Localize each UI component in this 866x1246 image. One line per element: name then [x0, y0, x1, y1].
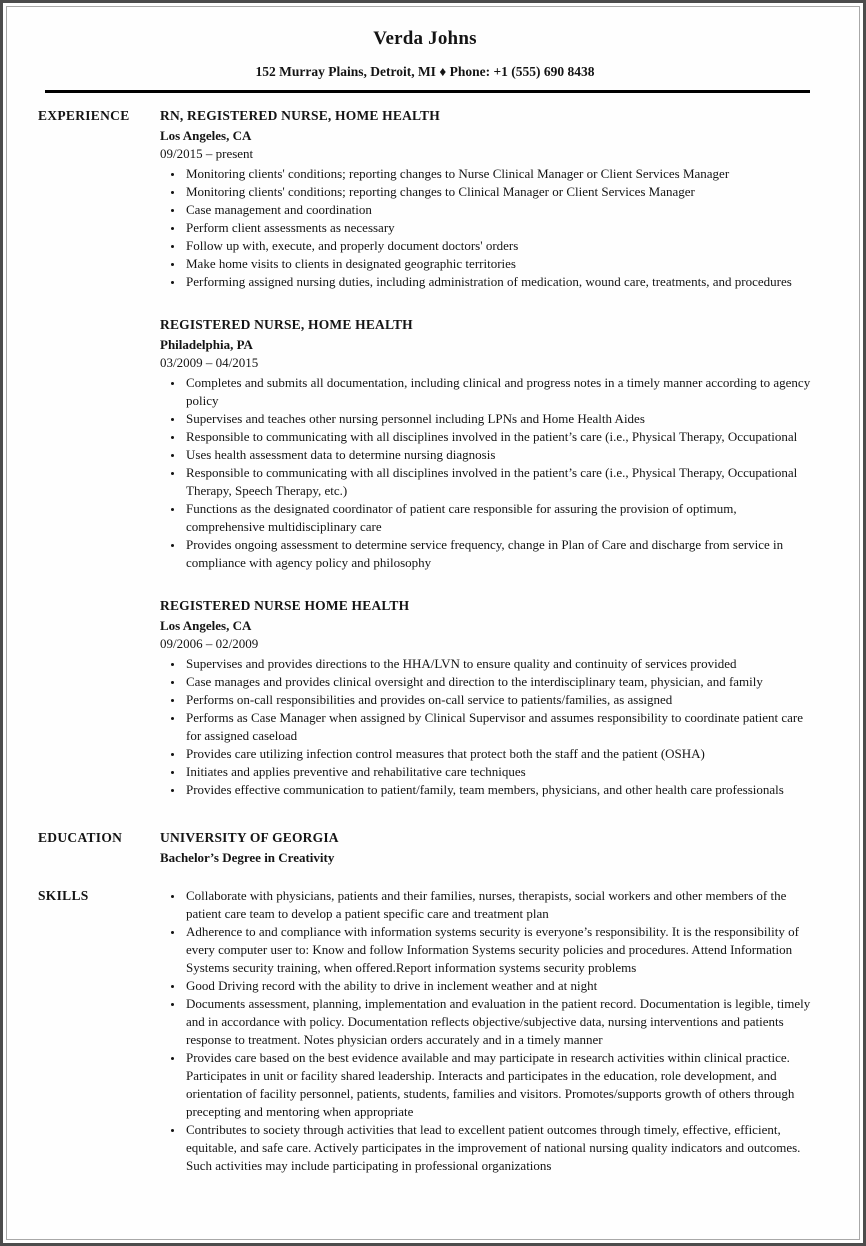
bullet-item: • Good Driving record with the ability to drive in inclement weather and at night	[184, 977, 812, 995]
job-title: REGISTERED NURSE HOME HEALTH	[160, 598, 410, 613]
job-location: Philadelphia, PA	[160, 337, 253, 352]
bullet-item: • Initiates and applies preventive and rehabilitative care techniques	[184, 763, 812, 781]
job-entry-1	[160, 107, 812, 291]
job-entry-2	[160, 316, 812, 572]
job-bullet-list	[160, 165, 812, 291]
bullet-item: • Performs as Case Manager when assigned by Clinical Supervisor and assumes responsibility to coordinate patient care for assigned caseload	[184, 709, 812, 745]
job-dates: 09/2006 – 02/2009	[160, 636, 259, 651]
skills-body	[160, 887, 812, 1175]
bullet-item: • Responsible to communicating with all disciplines involved in the patient’s care (i.e., Physical Therapy, Occupational	[184, 428, 812, 446]
bullet-item: • Provides care based on the best evidence available and may participate in research activities within clinical practice. Participates in unit or facility shared leadership. Interacts and participates in the education, role development, and orientation of facility personnel, patients, students, families and visitors. Promotes/supports growth of others through precepting and mentoring when appropriate	[184, 1049, 812, 1121]
bullet-item: • Provides effective communication to patient/family, team members, physicians, and other health care professionals	[184, 781, 812, 799]
section-skills	[38, 887, 812, 1175]
job-dates: 03/2009 – 04/2015	[160, 355, 259, 370]
education-body	[160, 829, 812, 867]
section-label-education: EDUCATION	[38, 830, 123, 845]
job-location: Los Angeles, CA	[160, 128, 252, 143]
bullet-item: • Case manages and provides clinical oversight and direction to the interdisciplinary team, physician, and family	[184, 673, 812, 691]
bullet-item: • Make home visits to clients in designated geographic territories	[184, 255, 812, 273]
bullet-item: • Perform client assessments as necessary	[184, 219, 812, 237]
bullet-item: • Provides care utilizing infection control measures that protect both the staff and the patient (OSHA)	[184, 745, 812, 763]
person-name: Verda Johns	[373, 28, 477, 49]
bullet-item: • Performing assigned nursing duties, including administration of medication, wound care, treatments, and procedures	[184, 273, 812, 291]
bullet-item: • Uses health assessment data to determine nursing diagnosis	[184, 446, 812, 464]
bullet-item: • Provides ongoing assessment to determine service frequency, change in Plan of Care and discharge from service in compliance with agency policy and philosophy	[184, 536, 812, 572]
job-dates: 09/2015 – present	[160, 146, 254, 161]
experience-body	[160, 107, 812, 799]
bullet-item: • Follow up with, execute, and properly document doctors' orders	[184, 237, 812, 255]
bullet-item: • Supervises and provides directions to the HHA/LVN to ensure quality and continuity of services provided	[184, 655, 812, 673]
section-label-experience: EXPERIENCE	[38, 108, 130, 123]
contact-line: 152 Murray Plains, Detroit, MI ♦ Phone: +1 (555) 690 8438	[255, 64, 595, 79]
job-bullet-list	[160, 655, 812, 799]
section-education	[38, 829, 812, 867]
bullet-item: • Documents assessment, planning, implementation and evaluation in the patient record. Documentation is legible, timely and in accordance with policy. Documentation reflects objective/subjective data, nursing interventions and patients response to treatment. Notes physician orders accurately and in a timely manner	[184, 995, 812, 1049]
job-location: Los Angeles, CA	[160, 618, 252, 633]
bullet-item: • Functions as the designated coordinator of patient care responsible for assuring the provision of optimum, comprehensive multidisciplinary care	[184, 500, 812, 536]
bullet-item: • Performs on-call responsibilities and provides on-call service to patients/families, as assigned	[184, 691, 812, 709]
job-title: RN, REGISTERED NURSE, HOME HEALTH	[160, 108, 440, 123]
skills-bullet-list	[160, 887, 812, 1175]
education-degree: Bachelor’s Degree in Creativity	[160, 850, 335, 865]
bullet-item: • Contributes to society through activities that lead to excellent patient outcomes through timely, effective, efficient, equitable, and safe care. Actively participates in the improvement of national nursing quality indicators and outcomes. Such activities may include participating in professional organizations	[184, 1121, 812, 1175]
bullet-item: • Monitoring clients' conditions; reporting changes to Clinical Manager or Client Services Manager	[184, 183, 812, 201]
bullet-item: • Responsible to communicating with all disciplines involved in the patient’s care (i.e., Physical Therapy, Occupational Therapy, Speech Therapy, etc.)	[184, 464, 812, 500]
bullet-item: • Supervises and teaches other nursing personnel including LPNs and Home Health Aides	[184, 410, 812, 428]
job-entry-3	[160, 597, 812, 799]
bullet-item: • Collaborate with physicians, patients and their families, nurses, therapists, social workers and other members of the patient care team to develop a patient specific care and treatment plan	[184, 887, 812, 923]
job-bullet-list	[160, 374, 812, 572]
section-experience	[38, 107, 812, 799]
bullet-item: • Completes and submits all documentation, including clinical and progress notes in a timely manner according to agency policy	[184, 374, 812, 410]
section-label-skills: SKILLS	[38, 888, 89, 903]
bullet-item: • Adherence to and compliance with information systems security is everyone’s responsibility. It is the responsibility of every computer user to: Know and follow Information Systems security policies and procedures. Attend Information Systems security training, when offered.Report information systems security problems	[184, 923, 812, 977]
education-school: UNIVERSITY OF GEORGIA	[160, 830, 339, 845]
job-title: REGISTERED NURSE, HOME HEALTH	[160, 317, 413, 332]
bullet-item: • Case management and coordination	[184, 201, 812, 219]
header-divider-rule	[45, 90, 810, 93]
bullet-item: • Monitoring clients' conditions; reporting changes to Nurse Clinical Manager or Client Services Manager	[184, 165, 812, 183]
doc-header	[38, 28, 812, 80]
